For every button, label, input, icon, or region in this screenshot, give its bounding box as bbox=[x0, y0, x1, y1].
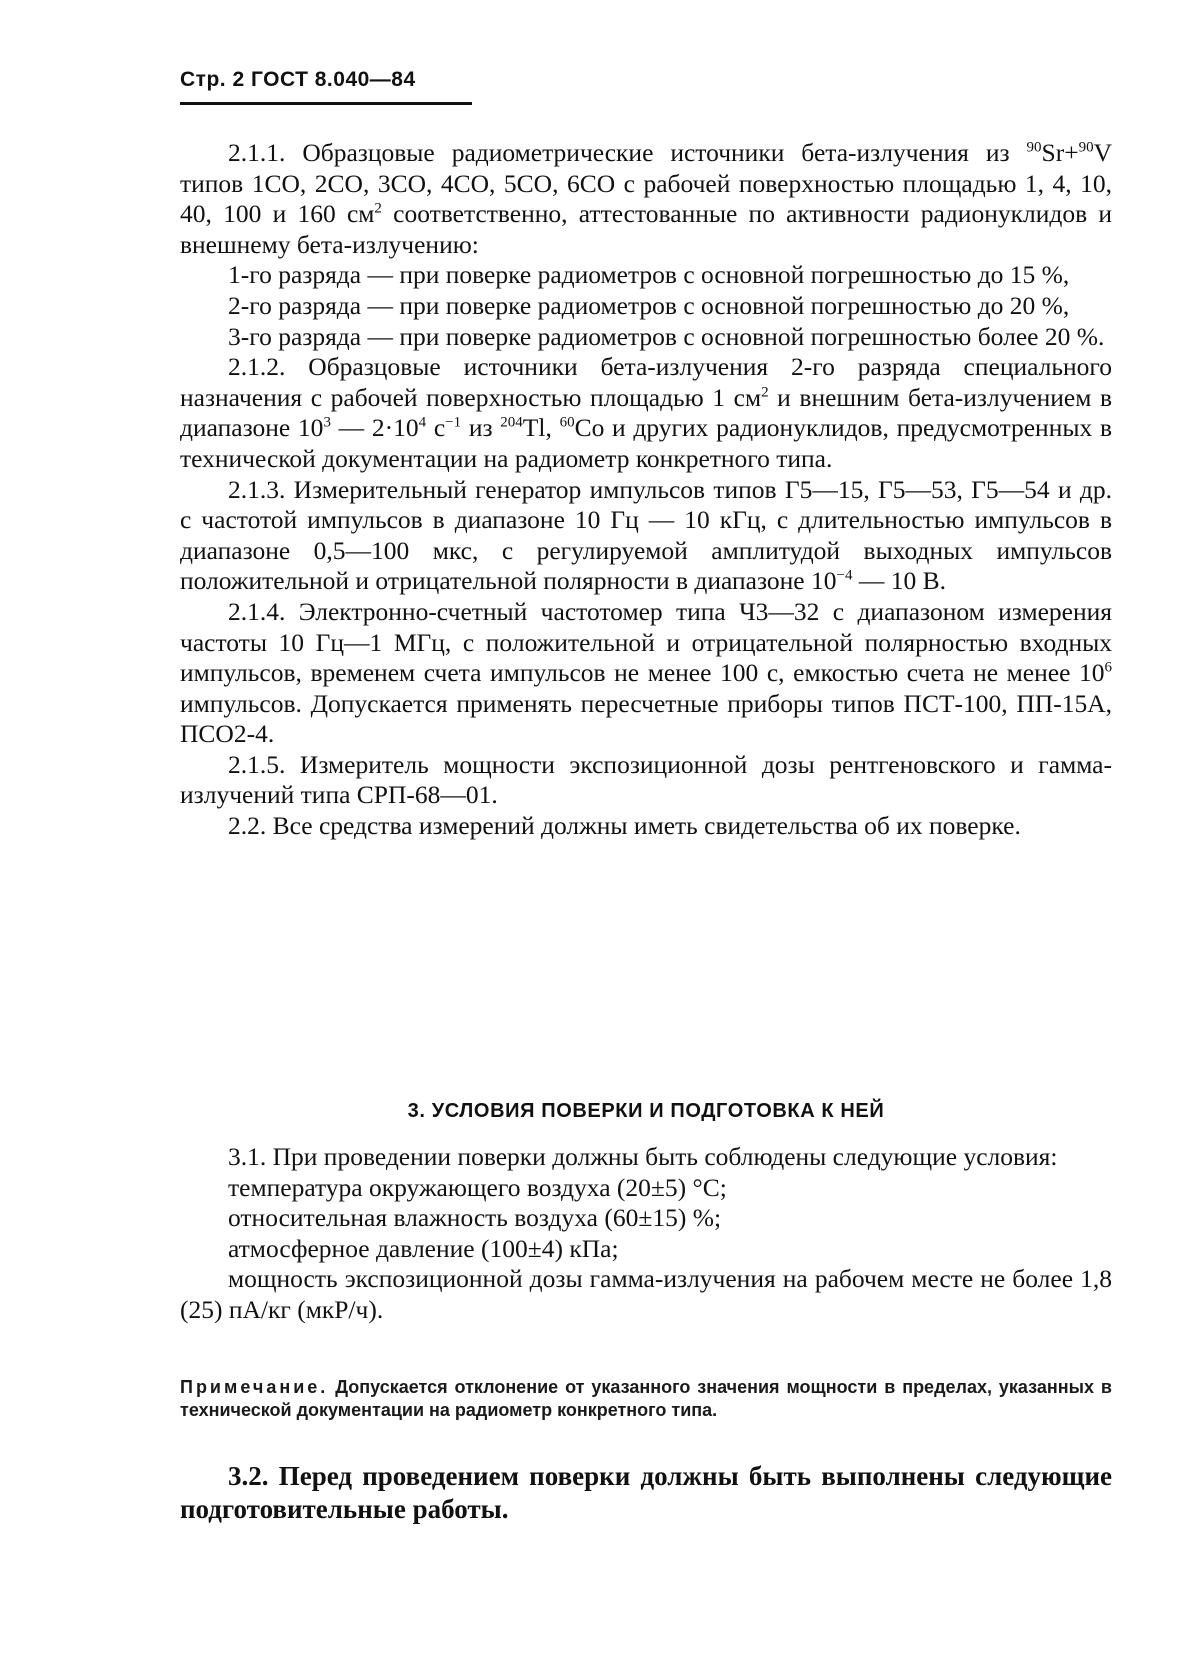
paragraph-2-1-5: 2.1.5. Измеритель мощности экспозиционной дозы рентгеновского и гамма-излучений типа СРП-68—01. bbox=[180, 749, 1112, 810]
paragraph-2-1-2: 2.1.2. Образцовые источники бета-излучения 2-го разряда специального назначения с рабочей поверхностью площадью 1 $см^2$ и внешним бета-излучением в диапазоне $10^3$ — $2\cdot 10^4$ $с^{-1}$ из $^{204}$Tl, $^{60}$Co и других радионуклидов, предусмотренных в технической документации на радиометр конкретного типа. bbox=[180, 352, 1112, 473]
paragraph-3-2: 3.2. Перед проведением поверки должны быть выполнены следующие подготовительные работы. bbox=[180, 1461, 1112, 1524]
condition-temperature: температура окружающего воздуха (20±5) °С; bbox=[228, 1172, 727, 1202]
page-number: Стр. 2 bbox=[180, 68, 245, 91]
note-block bbox=[180, 1376, 1112, 1422]
rank-3-item: 3-го разряда — при поверке радиометров с основной погрешностью более 20 %. bbox=[228, 321, 1105, 351]
condition-humidity: относительная влажность воздуха (60±15) %; bbox=[228, 1203, 722, 1233]
paragraph-2-1-3: 2.1.3. Измерительный генератор импульсов типов Г5—15, Г5—53, Г5—54 и др. с частотой импульсов в диапазоне 10 Гц — 10 кГц, с длительностью импульсов в диапазоне 0,5—100 мкс, с регулируемой амплитудой выходных импульсов положительной и отрицательной полярности в диапазоне $10^{-4}$ — 10 В. bbox=[180, 474, 1112, 596]
rank-2-item: 2-го разряда — при поверке радиометров с основной погрешностью до 20 %, bbox=[228, 290, 1070, 320]
section-3-title: 3. УСЛОВИЯ ПОВЕРКИ И ПОДГОТОВКА К НЕЙ bbox=[407, 1100, 885, 1122]
paragraph-3-1: 3.1. При проведении поверки должны быть соблюдены следующие условия: bbox=[228, 1142, 1058, 1171]
paragraph-2-1-4: 2.1.4. Электронно-счетный частотомер типа Ч3—32 с диапазоном измерения частоты 10 Гц—1 МГц, с положительной и отрицательной полярностью входных импульсов, временем счета импульсов не менее 100 с, емкостью счета не менее $10^6$ импульсов. Допускается применять пересчетные приборы типов ПСТ-100, ПП-15А, ПСО2-4. bbox=[180, 596, 1112, 749]
note-label: Примечание. bbox=[180, 1377, 329, 1397]
document-id: ГОСТ 8.040—84 bbox=[250, 68, 416, 91]
page-header bbox=[180, 68, 472, 92]
section-3-body bbox=[180, 1142, 1112, 1326]
condition-dose-rate: мощность экспозиционной дозы гамма-излучения на рабочем месте не более 1,8 (25) пА/кг (мкР/ч). bbox=[180, 1264, 1112, 1324]
header-rule bbox=[180, 102, 472, 105]
paragraph-2-2: 2.2. Все средства измерений должны иметь свидетельства об их поверке. bbox=[228, 811, 1021, 841]
paragraph-3-2-block bbox=[180, 1460, 1112, 1526]
note-text: Допускается отклонение от указанного значения мощности в пределах, указанных в технической документации на радиометр конкретного типа. bbox=[180, 1377, 1112, 1420]
rank-1-item: 1-го разряда — при поверке радиометров с основной погрешностью до 15 %, bbox=[228, 260, 1070, 290]
paragraph-2-1-1: 2.1.1. Образцовые радиометрические источники бета-излучения из $^{90}$Sr+$^{90}$V типов 1СО, 2СО, 3СО, 4СО, 5СО, 6СО с рабочей поверхностью площадью 1, 4, 10, 40, 100 и 160 $см^2$ соответственно, аттестованные по активности радионуклидов и внешнему бета-излучению: bbox=[180, 138, 1112, 259]
condition-pressure: атмосферное давление (100±4) кПа; bbox=[228, 1233, 619, 1263]
section-2-body bbox=[180, 138, 1112, 842]
